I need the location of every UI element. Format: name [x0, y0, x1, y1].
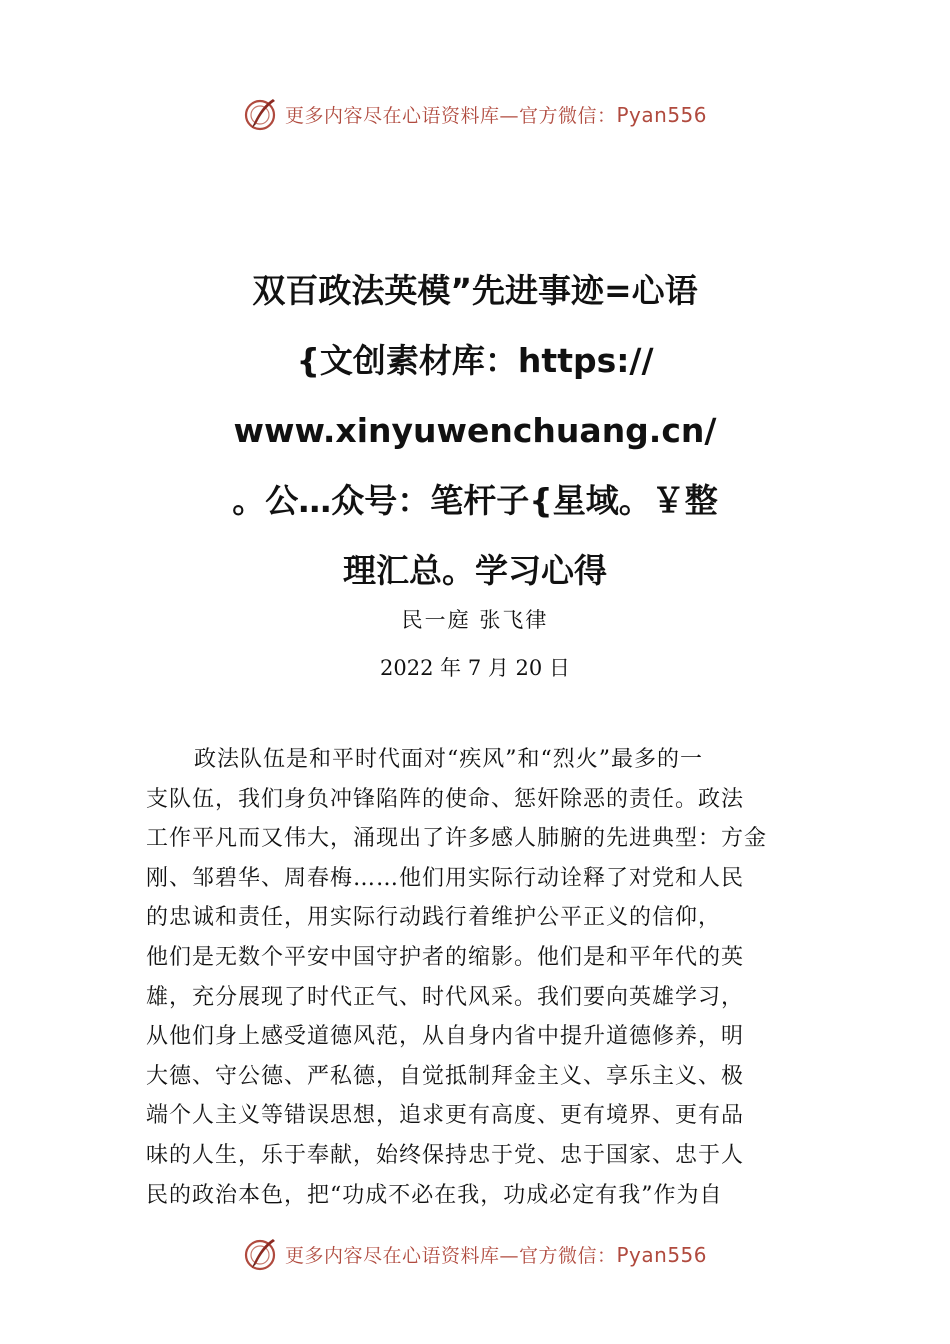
watermark-text: 更多内容尽在心语资料库—官方微信：Pyan556 [284, 1242, 708, 1267]
quill-pen-logo-icon [243, 96, 279, 132]
body-line: 政法队伍是和平时代面对“疾风”和“烈火”最多的一 [194, 747, 703, 772]
body-line: 刚、邹碧华、周春梅……他们用实际行动诠释了对党和人民 [146, 865, 745, 891]
body-line: 的忠诚和责任，用实际行动践行着维护公平正义的信仰， [146, 905, 722, 931]
title-line: 双百政法英模”先进事迹=心语 [252, 271, 698, 310]
footer-watermark [0, 1234, 950, 1274]
title-line: 理汇总。学习心得 [343, 551, 607, 590]
body-line: 味的人生，乐于奉献，始终保持忠于党、忠于国家、忠于人 [146, 1142, 745, 1168]
title-line: 。公…众号：笔杆子{星域。￥整 [232, 481, 718, 520]
quill-pen-logo-icon [243, 1236, 279, 1272]
body-line: 端个人主义等错误思想，追求更有高度、更有境界、更有品 [146, 1103, 745, 1129]
body-line: 工作平凡而又伟大，涌现出了许多感人肺腑的先进典型：方金 [146, 826, 768, 852]
body-line: 从他们身上感受道德风范，从自身内省中提升道德修养，明 [146, 1024, 745, 1050]
title-line: {文创素材库：https:// [296, 341, 654, 380]
body-paragraph [146, 740, 820, 1215]
body-line: 支队伍，我们身负冲锋陷阵的使命、惩奸除恶的责任。政法 [146, 786, 745, 812]
watermark-text: 更多内容尽在心语资料库—官方微信：Pyan556 [284, 102, 708, 127]
header-watermark [0, 94, 950, 134]
title-line: www.xinyuwenchuang.cn/ [233, 411, 717, 450]
author-line: 民一庭 张飞律 [401, 608, 549, 632]
body-line: 他们是无数个平安中国守护者的缩影。他们是和平年代的英 [146, 944, 745, 970]
body-line: 大德、守公德、严私德，自觉抵制拜金主义、享乐主义、极 [146, 1063, 745, 1089]
date-line: 2022 年 7 月 20 日 [380, 656, 570, 680]
body-line: 民的政治本色，把“功成不必在我，功成必定有我”作为自 [146, 1182, 723, 1208]
document-title [100, 256, 850, 606]
body-line: 雄，充分展现了时代正气、时代风采。我们要向英雄学习， [146, 984, 745, 1010]
